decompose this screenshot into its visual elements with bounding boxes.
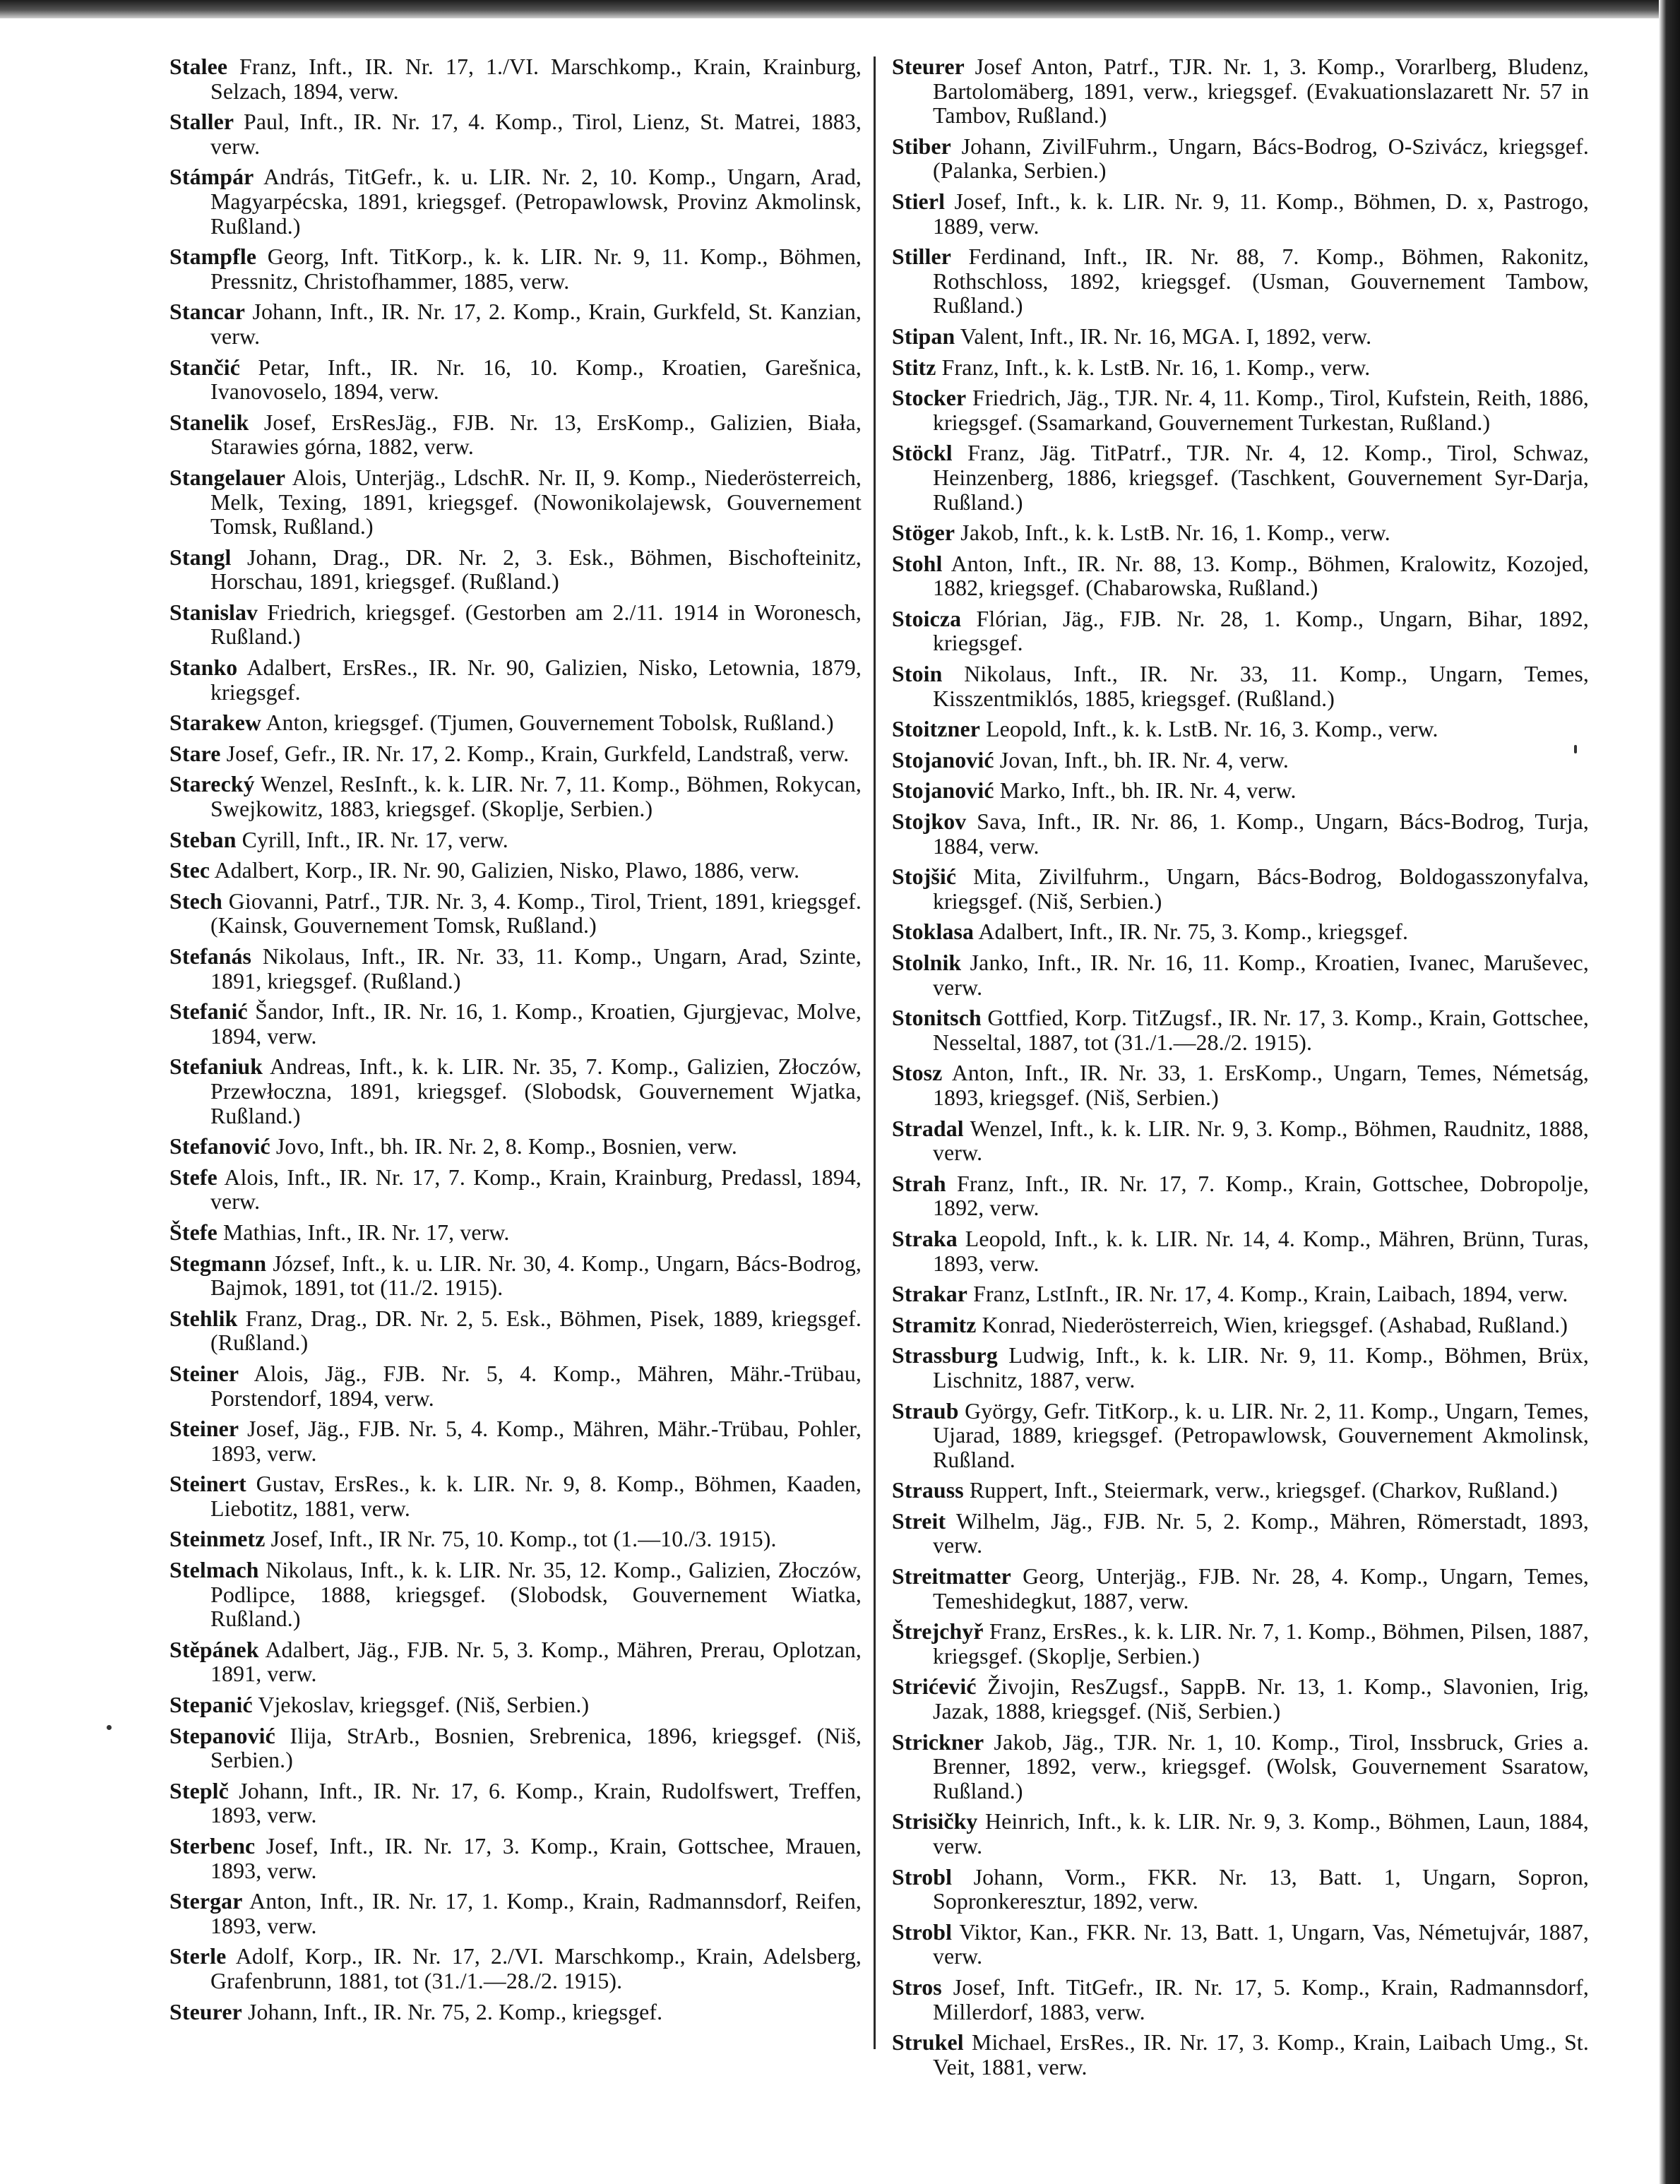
entry-surname: Steplč xyxy=(169,1778,229,1803)
entry-details: Josef, Jäg., FJB. Nr. 5, 4. Komp., Mähren, Mähr.-Trübau, Pohler, 1893, verw. xyxy=(210,1416,862,1466)
register-entry xyxy=(892,135,1589,184)
entry-surname: Stec xyxy=(169,858,210,883)
entry-details: Flórian, Jäg., FJB. Nr. 28, 1. Komp., Ungarn, Bihar, 1892, kriegsgef. xyxy=(933,606,1589,656)
entry-details: Andreas, Inft., k. k. LIR. Nr. 35, 7. Komp., Galizien, Złoczów, Przewłoczna, 1891, kriegsgef. (Slobodsk, Gouvernement Wjatka, Rußland.) xyxy=(210,1054,862,1128)
register-entry xyxy=(169,1472,862,1521)
entry-surname: Staller xyxy=(169,109,234,135)
entry-surname: Steinmetz xyxy=(169,1527,266,1552)
entry-surname: Stefe xyxy=(169,1164,218,1190)
entry-details: Giovanni, Patrf., TJR. Nr. 3, 4. Komp., Tirol, Trient, 1891, kriegsgef. (Kainsk, Gouvernement Tomsk, Rußland.) xyxy=(210,888,862,938)
entry-surname: Strisičky xyxy=(892,1809,978,1834)
register-entry xyxy=(169,1252,862,1301)
scan-right-edge xyxy=(1659,0,1680,2184)
register-entry xyxy=(169,711,862,736)
entry-surname: Stelmach xyxy=(169,1558,259,1583)
entry-details: Josef, Inft. TitGefr., IR. Nr. 17, 5. Komp., Krain, Radmannsdorf, Millerdorf, 1883, verw. xyxy=(933,1974,1589,2024)
register-entry xyxy=(169,772,862,821)
entry-details: Michael, ErsRes., IR. Nr. 17, 3. Komp., Krain, Laibach Umg., St. Veit, 1881, verw. xyxy=(933,2030,1589,2079)
register-entry xyxy=(892,1006,1589,1055)
register-entry xyxy=(169,1135,862,1159)
register-entry xyxy=(892,1565,1589,1613)
register-entry xyxy=(892,951,1589,1000)
entry-details: György, Gefr. TitKorp., k. u. LIR. Nr. 2, 11. Komp., Ungarn, Temes, Ujarad, 1889, kriegsgef. (Petropawlowsk, Gouvernement Akmolinsk, Rußland. xyxy=(933,1398,1589,1472)
entry-details: Franz, Inft., IR. Nr. 17, 1./VI. Marschkomp., Krain, Krainburg, Selzach, 1894, verw. xyxy=(210,54,862,104)
entry-surname: Stampfle xyxy=(169,244,257,270)
register-entry xyxy=(169,356,862,405)
entry-surname: Stöckl xyxy=(892,441,953,466)
register-entry xyxy=(892,607,1589,656)
register-entry xyxy=(169,1000,862,1049)
entry-details: Ferdinand, Inft., IR. Nr. 88, 7. Komp., Böhmen, Rakonitz, Rothschloss, 1892, kriegsgef. (Usman, Gouvernement Tambow, Rußland.) xyxy=(933,244,1589,318)
entry-surname: Stefanás xyxy=(169,944,252,969)
entry-surname: Steurer xyxy=(892,54,965,79)
entry-details: Jakob, Jäg., TJR. Nr. 1, 10. Komp., Tirol, Inssbruck, Gries a. Brenner, 1892, verw., kriegsgef. (Wolsk, Gouvernement Ssaratow, Rußland.) xyxy=(933,1729,1589,1803)
entry-details: Gottfied, Korp. TitZugsf., IR. Nr. 17, 3. Komp., Krain, Gottschee, Nesseltal, 1887, tot (31./1.—28./2. 1915). xyxy=(933,1006,1589,1055)
register-entry xyxy=(169,890,862,938)
entry-surname: Strauss xyxy=(892,1478,964,1503)
entry-surname: Štrejchyř xyxy=(892,1619,984,1645)
entry-surname: Stech xyxy=(169,888,222,914)
entry-details: Wenzel, Inft., k. k. LIR. Nr. 9, 3. Komp., Böhmen, Raudnitz, 1888, verw. xyxy=(933,1116,1589,1166)
register-entry xyxy=(169,656,862,705)
register-entry xyxy=(169,859,862,883)
entry-surname: Stojšić xyxy=(892,864,957,890)
entry-details: Adolf, Korp., IR. Nr. 17, 2./VI. Marschkomp., Krain, Adelsberg, Grafenbrunn, 1881, tot (31./1.—28./2. 1915). xyxy=(210,1944,862,1993)
register-entry xyxy=(892,521,1589,546)
entry-details: Živojin, ResZugsf., SappB. Nr. 13, 1. Komp., Slavonien, Irig, Jazak, 1888, kriegsgef. (Niš, Serbien.) xyxy=(933,1674,1589,1724)
entry-surname: Stöger xyxy=(892,520,955,546)
entry-details: Johann, ZivilFuhrm., Ungarn, Bács-Bodrog, O-Szivácz, kriegsgef. (Palanka, Serbien.) xyxy=(933,133,1589,184)
register-entry xyxy=(892,920,1589,945)
entry-details: Vjekoslav, kriegsgef. (Niš, Serbien.) xyxy=(252,1693,590,1718)
entry-details: Valent, Inft., IR. Nr. 16, MGA. I, 1892, verw. xyxy=(955,323,1372,349)
register-entry xyxy=(169,2000,862,2025)
register-entry xyxy=(169,165,862,239)
register-entry xyxy=(892,386,1589,435)
entry-details: Alois, Jäg., FJB. Nr. 5, 4. Komp., Mähren, Mähr.-Trübau, Porstendorf, 1894, verw. xyxy=(210,1361,862,1411)
entry-details: Alois, Inft., IR. Nr. 17, 7. Komp., Krain, Krainburg, Predassl, 1894, verw. xyxy=(210,1164,862,1215)
entry-surname: Strassburg xyxy=(892,1343,998,1368)
register-entry xyxy=(169,1693,862,1718)
register-entry xyxy=(892,1400,1589,1473)
register-entry xyxy=(892,552,1589,601)
entry-details: Nikolaus, Inft., IR. Nr. 33, 11. Komp., Ungarn, Arad, Szinte, 1891, kriegsgef. (Rußland.) xyxy=(210,944,862,993)
register-entry xyxy=(169,601,862,650)
register-entry xyxy=(892,779,1589,804)
entry-details: Franz, Drag., DR. Nr. 2, 5. Esk., Böhmen, Pisek, 1889, kriegsgef. (Rußland.) xyxy=(210,1306,862,1356)
register-entry xyxy=(169,1221,862,1246)
register-entry xyxy=(169,1558,862,1632)
entry-details: Josef, Inft., IR Nr. 75, 10. Komp., tot (1.—10./3. 1915). xyxy=(265,1527,777,1552)
entry-details: Alois, Unterjäg., LdschR. Nr. II, 9. Komp., Niederösterreich, Melk, Texing, 1891, kriegsgef. (Nowonikolajewsk, Gouvernement Tomsk, Rußland.) xyxy=(210,465,862,539)
register-entry xyxy=(892,748,1589,773)
register-entry xyxy=(892,1227,1589,1276)
entry-surname: Stefaniuk xyxy=(169,1054,263,1080)
entry-details: Adalbert, ErsRes., IR. Nr. 90, Galizien, Nisko, Letownia, 1879, kriegsgef. xyxy=(210,655,862,705)
entry-details: Anton, Inft., IR. Nr. 17, 1. Komp., Krain, Radmannsdorf, Reifen, 1893, verw. xyxy=(210,1889,862,1938)
entry-details: Josef Anton, Patrf., TJR. Nr. 1, 3. Komp., Vorarlberg, Bludenz, Bartolomäberg, 1891, verw., kriegsgef. (Evakuationslazarett Nr. 57 in Tambov, Rußland.) xyxy=(933,54,1589,129)
entry-surname: Sterbenc xyxy=(169,1834,256,1858)
entry-surname: Stalee xyxy=(169,54,228,79)
entry-details: Janko, Inft., IR. Nr. 16, 11. Komp., Kroatien, Ivanec, Maruševec, verw. xyxy=(933,950,1589,1000)
entry-surname: Strah xyxy=(892,1171,946,1196)
entry-surname: Steiner xyxy=(169,1361,239,1386)
entry-surname: Stančić xyxy=(169,354,240,380)
entry-details: Franz, LstInft., IR. Nr. 17, 4. Komp., Krain, Laibach, 1894, verw. xyxy=(967,1282,1568,1307)
entry-surname: Stolnik xyxy=(892,950,962,975)
register-entry xyxy=(892,1061,1589,1110)
entry-details: Anton, Inft., IR. Nr. 88, 13. Komp., Böhmen, Kralowitz, Kozojed, 1882, kriegsgef. (Chabarowska, Rußland.) xyxy=(933,551,1589,601)
entry-surname: Stancar xyxy=(169,299,246,325)
entry-details: Gustav, ErsRes., k. k. LIR. Nr. 9, 8. Komp., Böhmen, Kaaden, Liebotitz, 1881, verw. xyxy=(210,1472,862,1521)
register-entry xyxy=(892,1810,1589,1858)
entry-surname: Stěpánek xyxy=(169,1637,259,1662)
register-entry xyxy=(169,1307,862,1356)
entry-surname: Stoin xyxy=(892,662,943,687)
register-entry xyxy=(169,1779,862,1828)
entry-surname: Strukel xyxy=(892,2030,964,2055)
register-entry xyxy=(892,1731,1589,1804)
entry-surname: Starecký xyxy=(169,772,255,797)
entry-details: Friedrich, kriegsgef. (Gestorben am 2./11. 1914 in Woronesch, Rußland.) xyxy=(210,599,862,650)
register-entry xyxy=(892,662,1589,711)
entry-details: Nikolaus, Inft., k. k. LIR. Nr. 35, 12. Komp., Galizien, Złoczów, Podlipce, 1888, kriegsgef. (Slobodsk, Gouvernement Wiatka, Rußland.) xyxy=(210,1558,862,1632)
entry-surname: Stepanić xyxy=(169,1693,253,1718)
register-entry xyxy=(892,325,1589,350)
entry-details: Jovo, Inft., bh. IR. Nr. 2, 8. Komp., Bosnien, verw. xyxy=(270,1134,738,1159)
entry-surname: Stámpár xyxy=(169,165,254,190)
register-entry xyxy=(892,1313,1589,1338)
entry-surname: Sterle xyxy=(169,1944,227,1969)
register-entry xyxy=(892,810,1589,859)
entry-details: Josef, Inft., k. k. LIR. Nr. 9, 11. Komp., Böhmen, D. x, Pastrogo, 1889, verw. xyxy=(933,189,1589,239)
entry-surname: Stojkov xyxy=(892,809,967,835)
entry-details: Adalbert, Jäg., FJB. Nr. 5, 3. Komp., Mähren, Prerau, Oplotzan, 1891, verw. xyxy=(210,1637,862,1687)
column-divider xyxy=(874,56,876,2049)
entry-surname: Stosz xyxy=(892,1061,943,1086)
entry-details: Franz, ErsRes., k. k. LIR. Nr. 7, 1. Komp., Böhmen, Pilsen, 1887, kriegsgef. (Skoplje, Serbien.) xyxy=(933,1619,1589,1669)
entry-surname: Stanislav xyxy=(169,599,258,625)
entry-details: Georg, Unterjäg., FJB. Nr. 28, 4. Komp., Ungarn, Temes, Temeshidegkut, 1887, verw. xyxy=(933,1564,1589,1613)
entry-details: Franz, Inft., IR. Nr. 17, 7. Komp., Krain, Gottschee, Dobropolje, 1892, verw. xyxy=(933,1171,1589,1221)
entry-surname: Strickner xyxy=(892,1729,984,1755)
entry-surname: Stepanović xyxy=(169,1723,275,1748)
entry-surname: Streitmatter xyxy=(892,1564,1011,1589)
entry-surname: Strobl xyxy=(892,1864,953,1890)
register-entry xyxy=(892,356,1589,381)
register-entry xyxy=(169,1527,862,1552)
entry-surname: Stoitzner xyxy=(892,717,980,742)
entry-surname: Stojanović xyxy=(892,778,994,804)
entry-surname: Steiner xyxy=(169,1416,239,1442)
entry-surname: Strakar xyxy=(892,1282,968,1307)
entry-details: Franz, Jäg. TitPatrf., TJR. Nr. 4, 12. Komp., Tirol, Schwaz, Heinzenberg, 1886, kriegsgef. (Taschkent, Gouvernement Syr-Darja, Rußland.) xyxy=(933,441,1589,515)
register-entry xyxy=(169,1834,862,1883)
entry-details: Adalbert, Korp., IR. Nr. 90, Galizien, Nisko, Plawo, 1886, verw. xyxy=(210,858,800,883)
entry-surname: Stangl xyxy=(169,544,232,570)
register-entry xyxy=(169,1362,862,1411)
entry-surname: Stierl xyxy=(892,189,946,214)
entry-surname: Stiller xyxy=(892,244,952,270)
register-entry xyxy=(169,1724,862,1773)
register-entry xyxy=(892,1172,1589,1221)
entry-surname: Stehlik xyxy=(169,1306,238,1331)
register-entry xyxy=(169,245,862,294)
entry-surname: Straub xyxy=(892,1398,959,1424)
register-entry xyxy=(169,945,862,993)
register-entry xyxy=(169,1890,862,1938)
register-entry xyxy=(892,2031,1589,2079)
register-entry xyxy=(892,190,1589,239)
register-entry xyxy=(892,1620,1589,1669)
entry-surname: Steurer xyxy=(169,1999,242,2024)
register-entry xyxy=(169,55,862,104)
entry-details: Johann, Vorm., FKR. Nr. 13, Batt. 1, Ungarn, Sopron, Sopronkeresztur, 1892, verw. xyxy=(933,1864,1589,1914)
register-entry xyxy=(892,1866,1589,1914)
entry-surname: Stiber xyxy=(892,133,951,159)
register-entry xyxy=(892,865,1589,914)
register-entry xyxy=(169,300,862,349)
entry-details: Johann, Inft., IR. Nr. 75, 2. Komp., kriegsgef. xyxy=(242,1999,663,2024)
entry-surname: Steban xyxy=(169,827,237,852)
entry-details: Anton, Inft., IR. Nr. 33, 1. ErsKomp., Ungarn, Temes, Németság, 1893, kriegsgef. (Niš, Serbien.) xyxy=(933,1061,1589,1110)
entry-surname: Streit xyxy=(892,1508,946,1534)
entry-surname: Stefanić xyxy=(169,999,248,1025)
entry-details: Anton, kriegsgef. (Tjumen, Gouvernement Tobolsk, Rußland.) xyxy=(261,710,834,736)
entry-details: Petar, Inft., IR. Nr. 16, 10. Komp., Kroatien, Garešnica, Ivanovoselo, 1894, verw. xyxy=(210,354,862,405)
entry-details: Ludwig, Inft., k. k. LIR. Nr. 9, 11. Komp., Böhmen, Brüx, Lischnitz, 1887, verw. xyxy=(933,1343,1589,1392)
entry-surname: Stefanović xyxy=(169,1134,270,1159)
entry-details: Johann, Drag., DR. Nr. 2, 3. Esk., Böhmen, Bischofteinitz, Horschau, 1891, kriegsgef. (Rußland.) xyxy=(210,544,862,595)
entry-surname: Straka xyxy=(892,1226,958,1251)
entry-details: Leopold, Inft., k. k. LstB. Nr. 16, 3. Komp., verw. xyxy=(979,717,1438,742)
entry-surname: Stojanović xyxy=(892,747,994,772)
entry-details: Wenzel, ResInft., k. k. LIR. Nr. 7, 11. Komp., Böhmen, Rokycan, Swejkowitz, 1883, kriegsgef. (Skoplje, Serbien.) xyxy=(210,772,862,822)
scan-top-edge xyxy=(0,0,1680,18)
register-entry xyxy=(892,1976,1589,2024)
register-entry xyxy=(169,1945,862,1993)
entry-surname: Stare xyxy=(169,741,221,766)
right-column xyxy=(892,54,1589,2079)
entry-surname: Stoklasa xyxy=(892,919,975,945)
register-entry xyxy=(892,1921,1589,1969)
entry-details: Johann, Inft., IR. Nr. 17, 6. Komp., Krain, Rudolfswert, Treffen, 1893, verw. xyxy=(210,1778,862,1828)
entry-details: Konrad, Niederösterreich, Wien, kriegsgef. (Ashabad, Rußland.) xyxy=(976,1312,1568,1337)
entry-surname: Stanelik xyxy=(169,410,249,435)
register-entry xyxy=(169,466,862,539)
register-entry xyxy=(892,1675,1589,1724)
entry-details: Jovan, Inft., bh. IR. Nr. 4, verw. xyxy=(994,747,1289,772)
entry-details: Mathias, Inft., IR. Nr. 17, verw. xyxy=(217,1219,510,1245)
entry-details: Josef, Inft., IR. Nr. 17, 3. Komp., Krain, Gottschee, Mrauen, 1893, verw. xyxy=(210,1834,862,1883)
entry-surname: Stradal xyxy=(892,1116,964,1141)
entry-details: Šandor, Inft., IR. Nr. 16, 1. Komp., Kroatien, Gjurgjevac, Molve, 1894, verw. xyxy=(210,999,862,1049)
entry-details: Jakob, Inft., k. k. LstB. Nr. 16, 1. Komp., verw. xyxy=(955,520,1390,546)
register-entry xyxy=(169,110,862,159)
entry-surname: Starakew xyxy=(169,710,262,736)
register-entry xyxy=(892,245,1589,318)
entry-surname: Stanko xyxy=(169,655,238,681)
entry-surname: Strićević xyxy=(892,1674,977,1700)
entry-details: Viktor, Kan., FKR. Nr. 13, Batt. 1, Ungarn, Vas, Németujvár, 1887, verw. xyxy=(933,1919,1589,1969)
entry-details: Ruppert, Inft., Steiermark, verw., kriegsgef. (Charkov, Rußland.) xyxy=(963,1478,1558,1503)
entry-surname: Stonitsch xyxy=(892,1006,982,1031)
entry-details: Nikolaus, Inft., IR. Nr. 33, 11. Komp., Ungarn, Temes, Kisszentmiklós, 1885, kriegsgef. (Rußland.) xyxy=(933,662,1589,711)
register-entry xyxy=(169,411,862,460)
register-entry xyxy=(892,1117,1589,1166)
entry-surname: Stitz xyxy=(892,354,936,380)
register-entry xyxy=(169,1055,862,1128)
entry-details: Friedrich, Jäg., TJR. Nr. 4, 11. Komp., Tirol, Kufstein, Reith, 1886, kriegsgef. (Ssamarkand, Gouvernement Turkestan, Rußland.) xyxy=(933,386,1589,435)
entry-details: Wilhelm, Jäg., FJB. Nr. 5, 2. Komp., Mähren, Römerstadt, 1893, verw. xyxy=(933,1508,1589,1558)
entry-surname: Steinert xyxy=(169,1472,246,1497)
entry-surname: Stegmann xyxy=(169,1251,267,1276)
entry-details: Mita, Zivilfuhrm., Ungarn, Bács-Bodrog, Boldogasszonyfalva, kriegsgef. (Niš, Serbien.) xyxy=(933,864,1589,914)
entry-details: Georg, Inft. TitKorp., k. k. LIR. Nr. 9, 11. Komp., Böhmen, Pressnitz, Christofhammer, 1885, verw. xyxy=(210,244,862,294)
entry-details: Leopold, Inft., k. k. LIR. Nr. 14, 4. Komp., Mähren, Brünn, Turas, 1893, verw. xyxy=(933,1226,1589,1276)
entry-details: Johann, Inft., IR. Nr. 17, 2. Komp., Krain, Gurkfeld, St. Kanzian, verw. xyxy=(210,299,862,349)
scan-speck xyxy=(107,1725,112,1730)
entry-surname: Štefe xyxy=(169,1219,218,1245)
entry-surname: Stramitz xyxy=(892,1312,977,1337)
entry-details: Adalbert, Inft., IR. Nr. 75, 3. Komp., kriegsgef. xyxy=(974,919,1409,945)
entry-details: József, Inft., k. u. LIR. Nr. 30, 4. Komp., Ungarn, Bács-Bodrog, Bajmok, 1891, tot (11./2. 1915). xyxy=(210,1251,862,1301)
register-entry xyxy=(169,546,862,595)
left-column xyxy=(169,55,862,2025)
entry-details: Josef, Gefr., IR. Nr. 17, 2. Komp., Krain, Gurkfeld, Landstraß, verw. xyxy=(220,741,850,766)
entry-surname: Strobl xyxy=(892,1919,953,1945)
entry-details: Franz, Inft., k. k. LstB. Nr. 16, 1. Komp., verw. xyxy=(936,354,1371,380)
entry-surname: Stocker xyxy=(892,386,967,411)
entry-surname: Stangelauer xyxy=(169,465,286,490)
register-entry xyxy=(892,1344,1589,1392)
entry-surname: Stoicza xyxy=(892,606,962,631)
register-entry xyxy=(892,441,1589,515)
register-entry xyxy=(169,742,862,767)
entry-details: Ilija, StrArb., Bosnien, Srebrenica, 1896, kriegsgef. (Niš, Serbien.) xyxy=(210,1723,862,1773)
entry-surname: Stergar xyxy=(169,1889,243,1914)
register-entry xyxy=(169,1417,862,1466)
register-entry xyxy=(169,1638,862,1687)
entry-details: Cyrill, Inft., IR. Nr. 17, verw. xyxy=(236,827,508,852)
register-entry xyxy=(892,717,1589,742)
entry-details: Sava, Inft., IR. Nr. 86, 1. Komp., Ungarn, Bács-Bodrog, Turja, 1884, verw. xyxy=(933,809,1589,859)
scan-speck xyxy=(1574,745,1577,753)
entry-details: Josef, ErsResJäg., FJB. Nr. 13, ErsKomp., Galizien, Biała, Starawies górna, 1882, verw. xyxy=(210,410,862,460)
entry-surname: Stipan xyxy=(892,323,955,349)
entry-details: Paul, Inft., IR. Nr. 17, 4. Komp., Tirol, Lienz, St. Matrei, 1883, verw. xyxy=(210,109,862,159)
entry-details: Marko, Inft., bh. IR. Nr. 4, verw. xyxy=(994,778,1297,804)
entry-details: Heinrich, Inft., k. k. LIR. Nr. 9, 3. Komp., Böhmen, Laun, 1884, verw. xyxy=(933,1809,1589,1858)
entry-details: András, TitGefr., k. u. LIR. Nr. 2, 10. Komp., Ungarn, Arad, Magyarpécska, 1891, kriegsgef. (Petropawlowsk, Provinz Akmolinsk, Rußland.) xyxy=(210,165,862,239)
register-entry xyxy=(892,1479,1589,1503)
register-entry xyxy=(892,1282,1589,1307)
register-entry xyxy=(169,1166,862,1215)
entry-surname: Stohl xyxy=(892,551,943,576)
register-entry xyxy=(892,1510,1589,1558)
register-entry xyxy=(169,828,862,853)
register-entry xyxy=(892,55,1589,129)
entry-surname: Stros xyxy=(892,1974,942,2000)
